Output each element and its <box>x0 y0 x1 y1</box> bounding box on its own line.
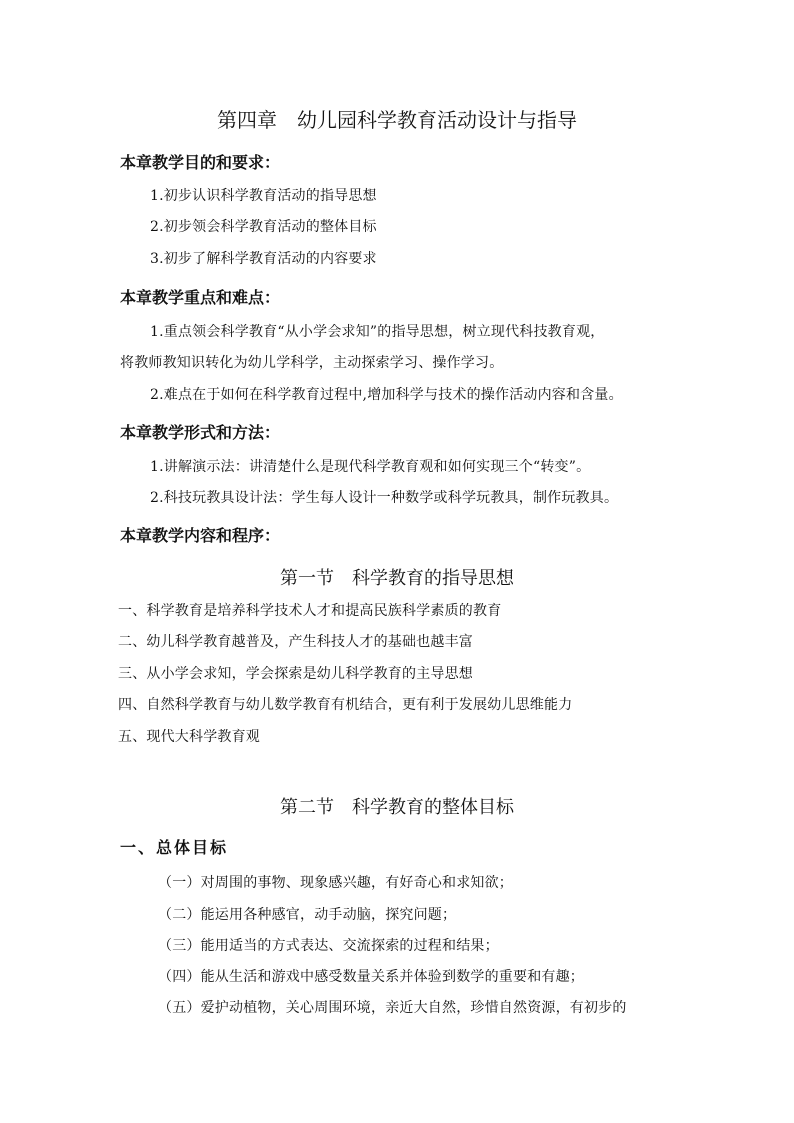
content-heading: 本章教学内容和程序： <box>120 526 281 545</box>
key-point-text: 1.重点领会科学教育“从小学会求知”的指导思想，树立现代科技教育观， <box>150 324 605 340</box>
goal-item: （三）能用适当的方式表达、交流探索的过程和结果； <box>158 938 499 954</box>
key-points-heading: 本章教学重点和难点： <box>120 288 281 307</box>
methods-heading: 本章教学形式和方法： <box>120 423 281 442</box>
objective-item: 3.初步了解科学教育活动的内容要求 <box>150 251 377 267</box>
goal-item: （二）能运用各种感官，动手动脑，探究问题； <box>158 907 457 923</box>
goal-item: （四）能从生活和游戏中感受数量关系并体验到数学的重要和有趣； <box>158 969 584 985</box>
objectives-heading: 本章教学目的和要求： <box>120 153 281 172</box>
objective-item: 1.初步认识科学教育活动的指导思想 <box>150 188 377 204</box>
key-point-text: 2.难点在于如何在科学教育过程中,增加科学与技术的操作活动内容和含量。 <box>150 387 623 403</box>
section1-item: 三、从小学会求知，学会探索是幼儿科学教育的主导思想 <box>118 666 473 682</box>
section1-item: 二、幼儿科学教育越普及，产生科技人才的基础也越丰富 <box>118 634 473 650</box>
key-point-text: 将教师教知识转化为幼儿学科学，主动探索学习、操作学习。 <box>120 355 504 371</box>
section1-item: 五、现代大科学教育观 <box>118 729 260 745</box>
overall-goal-heading: 一、总体目标 <box>120 838 229 857</box>
section1-item: 一、科学教育是培养科学技术人才和提高民族科学素质的教育 <box>118 603 502 619</box>
method-item: 2.科技玩教具设计法：学生每人设计一种数学或科学玩教具，制作玩教具。 <box>150 490 619 506</box>
section1-title: 第一节 科学教育的指导思想 <box>280 568 514 589</box>
goal-item: （五）爱护动植物，关心周围环境，亲近大自然，珍惜自然资源，有初步的 <box>158 1000 627 1016</box>
method-item: 1.讲解演示法：讲清楚什么是现代科学教育观和如何实现三个“转变”。 <box>150 459 591 475</box>
objective-item: 2.初步领会科学教育活动的整体目标 <box>150 219 377 235</box>
chapter-title: 第四章 幼儿园科学教育活动设计与指导 <box>217 108 577 132</box>
section2-title: 第二节 科学教育的整体目标 <box>280 797 514 818</box>
goal-item: （一）对周围的事物、现象感兴趣，有好奇心和求知欲； <box>158 875 513 891</box>
section1-item: 四、自然科学教育与幼儿数学教育有机结合，更有利于发展幼儿思维能力 <box>118 697 573 713</box>
